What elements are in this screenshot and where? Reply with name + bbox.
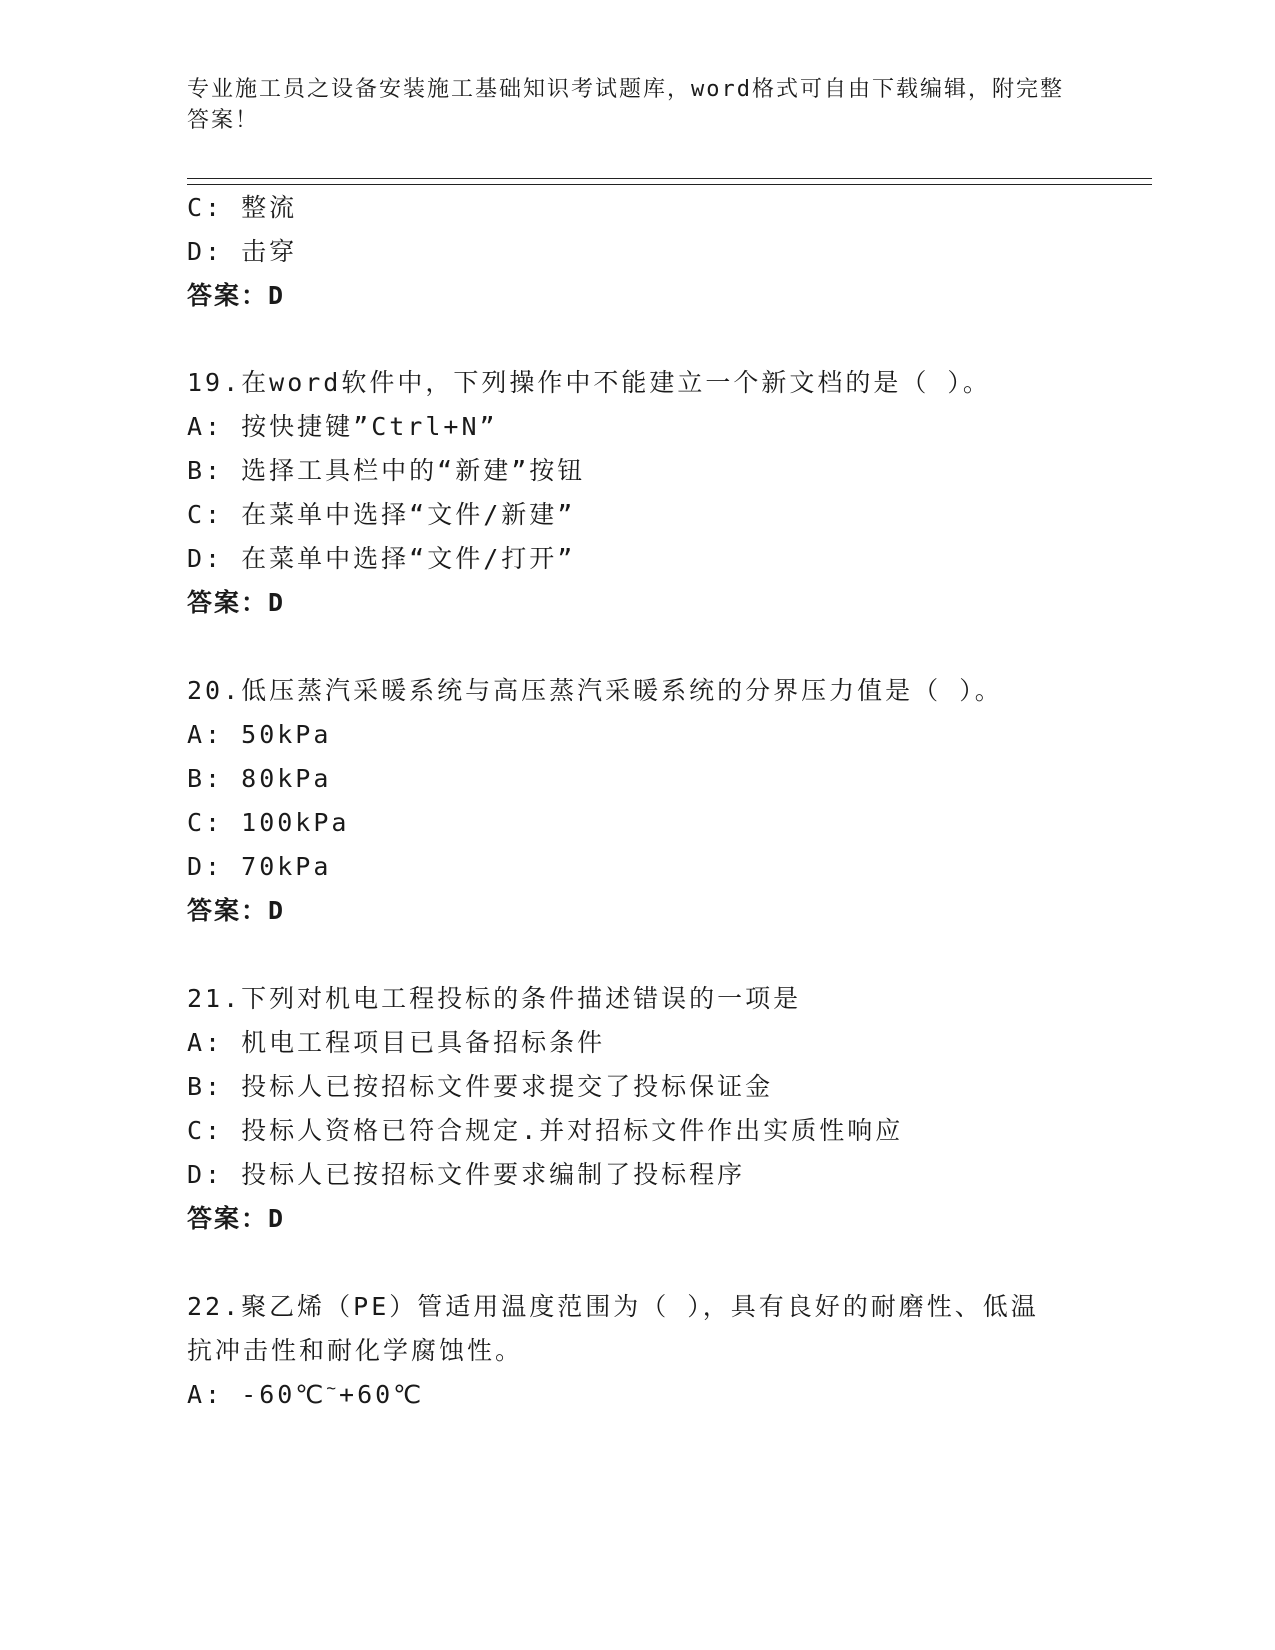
header-rule-bottom bbox=[187, 184, 1152, 185]
q22-option-a-prefix: A: -60℃ bbox=[187, 1380, 327, 1409]
document-header: 专业施工员之设备安装施工基础知识考试题库，word格式可自由下载编辑，附完整答案！ bbox=[187, 77, 1064, 133]
q20-answer: 答案：D bbox=[187, 896, 286, 925]
q20-option-a: A: 50kPa bbox=[187, 720, 332, 749]
q20-option-c: C: 100kPa bbox=[187, 808, 350, 837]
q20-option-d: D: 70kPa bbox=[187, 852, 332, 881]
q20-option-b: B: 80kPa bbox=[187, 764, 332, 793]
q19-option-a: A: 按快捷键”Ctrl+N” bbox=[187, 412, 498, 441]
q18-option-c: C: 整流 bbox=[187, 193, 298, 222]
q19-option-c: C: 在菜单中选择“文件/新建” bbox=[187, 500, 576, 529]
q21-answer: 答案：D bbox=[187, 1204, 286, 1233]
q22-option-a-suffix: +60℃ bbox=[339, 1380, 425, 1409]
q21-question: 21.下列对机电工程投标的条件描述错误的一项是 bbox=[187, 984, 802, 1013]
q21-option-b: B: 投标人已按招标文件要求提交了投标保证金 bbox=[187, 1072, 774, 1101]
q20-question: 20.低压蒸汽采暖系统与高压蒸汽采暖系统的分界压力值是（ ）。 bbox=[187, 676, 1003, 705]
q19-question: 19.在word软件中，下列操作中不能建立一个新文档的是（ ）。 bbox=[187, 368, 991, 397]
q22-question-line1: 22.聚乙烯（PE）管适用温度范围为（ ），具有良好的耐磨性、低温 bbox=[187, 1292, 1039, 1321]
q21-option-a: A: 机电工程项目已具备招标条件 bbox=[187, 1028, 606, 1057]
q22-question-line2: 抗冲击性和耐化学腐蚀性。 bbox=[187, 1336, 524, 1365]
q19-option-b: B: 选择工具栏中的“新建”按钮 bbox=[187, 456, 586, 485]
q18-option-d: D: 击穿 bbox=[187, 237, 298, 266]
q22-option-a bbox=[187, 1378, 424, 1412]
q19-option-d: D: 在菜单中选择“文件/打开” bbox=[187, 544, 576, 573]
q18-answer: 答案：D bbox=[187, 281, 286, 310]
q22-option-a-tilde: ~ bbox=[326, 1378, 340, 1398]
q19-answer: 答案：D bbox=[187, 588, 286, 617]
q21-option-d: D: 投标人已按招标文件要求编制了投标程序 bbox=[187, 1160, 746, 1189]
q21-option-c: C: 投标人资格已符合规定.并对招标文件作出实质性响应 bbox=[187, 1116, 904, 1145]
header-rule-top bbox=[187, 178, 1152, 179]
